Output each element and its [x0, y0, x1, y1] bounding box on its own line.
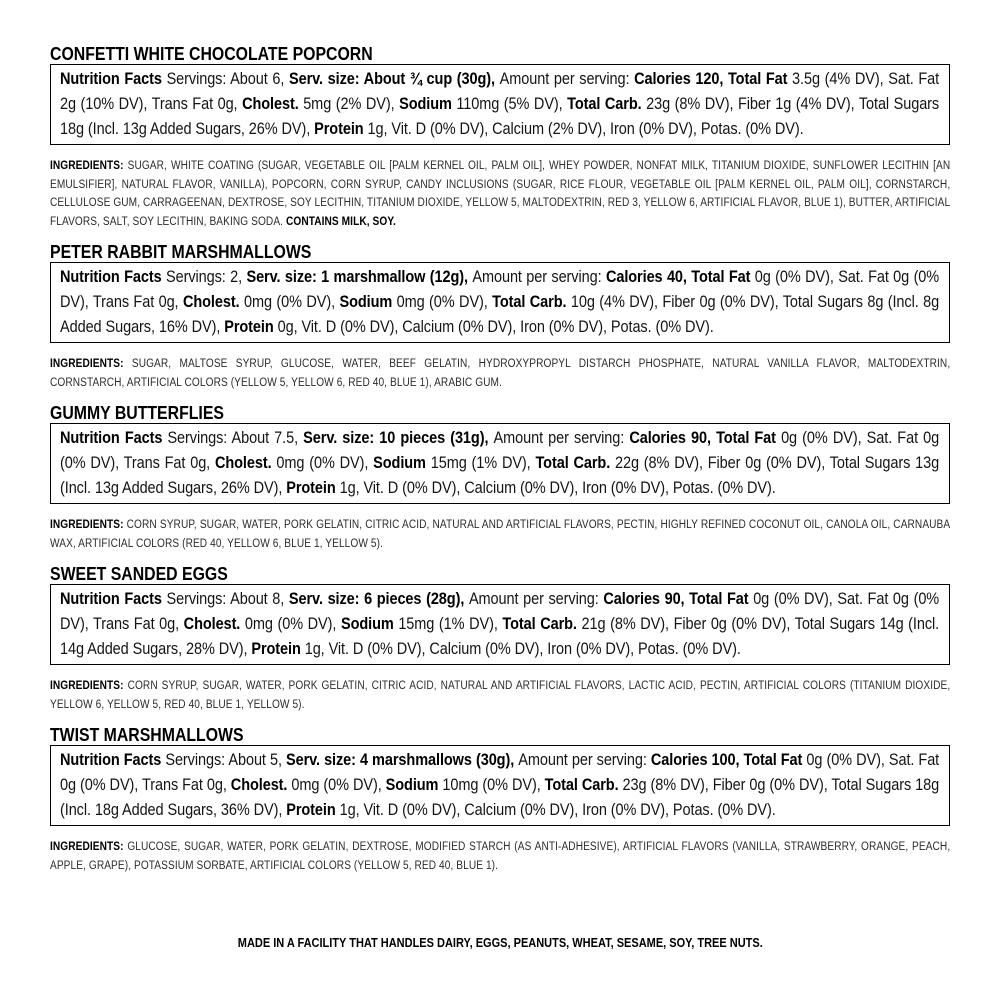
bold-segment: INGREDIENTS: [50, 519, 127, 531]
text-segment: Servings: About 8, [166, 590, 289, 608]
text-segment: 0g (0% DV), Sat. Fat 0g (0% DV), Trans Fat 0g, [60, 429, 940, 472]
product-list [50, 45, 950, 875]
bold-segment: Protein [286, 801, 340, 819]
bold-segment: Nutrition Facts [60, 268, 166, 286]
text-segment: Servings: About 5, [165, 751, 286, 769]
text-segment: 0g (0% DV), Sat. Fat 0g (0% DV), Trans Fat 0g, [60, 751, 940, 794]
text-segment: 10g (4% DV), Fiber 0g (0% DV), Total Sugars 8g (Incl. 8g Added Sugars, 16% DV), [60, 293, 940, 336]
text-segment: 15mg (1% DV), [430, 454, 536, 472]
bold-segment: Cholest. [183, 615, 245, 633]
bold-segment: Cholest. [242, 95, 304, 113]
bold-segment: Protein [286, 479, 340, 497]
product-section [50, 726, 950, 875]
label-sheet [50, 45, 950, 887]
bold-segment: Protein [224, 318, 278, 336]
facility-statement-text: MADE IN A FACILITY THAT HANDLES DAIRY, EGGS, PEANUTS, WHEAT, SESAME, SOY, TREE NUTS. [237, 936, 763, 950]
text-segment: Amount per serving: [499, 70, 635, 88]
nutrition-facts-box [50, 64, 950, 145]
bold-segment: Sodium [373, 454, 431, 472]
text-segment: 0mg (0% DV), [243, 293, 340, 311]
bold-segment: INGREDIENTS: [50, 680, 128, 692]
text-segment: 1g, Vit. D (0% DV), Calcium (0% DV), Iron (0% DV), Potas. (0% DV). [339, 479, 776, 497]
bold-segment: Nutrition Facts [60, 429, 168, 447]
text-segment: CORN SYRUP, SUGAR, WATER, PORK GELATIN, CITRIC ACID, NATURAL AND ARTIFICIAL FLAVORS, LACTIC ACID, PECTIN, ARTIFICIAL COLORS (TITANIUM DIOXIDE, YELLOW 6, YELLOW 5, RED 40, BLUE 1, YELLOW 5). [50, 680, 951, 711]
product-section [50, 45, 950, 231]
text-segment: 23g (8% DV), Fiber 0g (0% DV), Total Sugars 18g (Incl. 18g Added Sugars, 36% DV), [60, 776, 940, 819]
nutrition-facts-text [60, 426, 939, 501]
text-segment: SUGAR, MALTOSE SYRUP, GLUCOSE, WATER, BEEF GELATIN, HYDROXYPROPYL DISTARCH PHOSPHATE, NATURAL VANILLA FLAVOR, MALTODEXTRIN, CORNSTARCH, ARTIFICIAL COLORS (YELLOW 5, YELLOW 6, RED 40, BLUE 1), ARABIC GUM. [50, 358, 951, 389]
text-segment: Amount per serving: [472, 268, 606, 286]
bold-segment: Sodium [385, 776, 443, 794]
text-segment: 0mg (0% DV), [244, 615, 341, 633]
text-segment: 10mg (0% DV), [442, 776, 545, 794]
text-segment: 1g, Vit. D (0% DV), Calcium (0% DV), Iron (0% DV), Potas. (0% DV). [339, 801, 776, 819]
bold-segment: INGREDIENTS: [50, 841, 128, 853]
ingredients-text [50, 355, 950, 392]
text-segment: Servings: About 7.5, [167, 429, 304, 447]
ingredients-text [50, 516, 950, 553]
text-segment: 0g, Vit. D (0% DV), Calcium (0% DV), Iron (0% DV), Potas. (0% DV). [277, 318, 714, 336]
nutrition-facts-box [50, 584, 950, 665]
nutrition-facts-text [60, 587, 939, 662]
bold-segment: Nutrition Facts [60, 70, 167, 88]
text-segment: 1g, Vit. D (0% DV), Calcium (0% DV), Iron (0% DV), Potas. (0% DV). [304, 640, 741, 658]
text-segment: Servings: About 6, [166, 70, 289, 88]
product-title [50, 45, 950, 63]
product-title [50, 726, 950, 744]
nutrition-facts-box [50, 262, 950, 343]
text-segment: CORN SYRUP, SUGAR, WATER, PORK GELATIN, CITRIC ACID, NATURAL AND ARTIFICIAL FLAVORS, PECTIN, HIGHLY REFINED COCONUT OIL, CANOLA OIL, CARNAUBA WAX, ARTIFICIAL COLORS (RED 40, YELLOW 6, BLUE 1, YELLOW 5). [50, 519, 951, 550]
bold-segment: Cholest. [214, 454, 277, 472]
text-segment: 0mg (0% DV), [291, 776, 386, 794]
bold-segment: Serv. size: 4 marshmallows (30g), [285, 751, 519, 769]
nutrition-facts-box [50, 745, 950, 826]
text-segment: 0mg (0% DV), [396, 293, 493, 311]
text-segment: 23g (8% DV), Fiber 1g (4% DV), Total Sugars 18g (Incl. 13g Added Sugars, 26% DV), [60, 95, 940, 138]
text-segment: 21g (8% DV), Fiber 0g (0% DV), Total Sugars 14g (Incl. 14g Added Sugars, 28% DV), [60, 615, 940, 658]
bold-segment: Total Carb. [535, 454, 616, 472]
bold-segment: Serv. size: 1 marshmallow (12g), [246, 268, 473, 286]
product-title-text: TWIST MARSHMALLOWS [50, 725, 244, 745]
bold-segment: Total Carb. [544, 776, 623, 794]
text-segment: Amount per serving: [493, 429, 630, 447]
text-segment: Amount per serving: [468, 590, 604, 608]
bold-segment: Protein [251, 640, 305, 658]
product-title-text: CONFETTI WHITE CHOCOLATE POPCORN [50, 44, 373, 64]
bold-segment: Calories 100, Total Fat [650, 751, 807, 769]
bold-segment: Cholest. [182, 293, 244, 311]
text-segment: 3.5g (4% DV), Sat. Fat 2g (10% DV), Trans Fat 0g, [60, 70, 940, 113]
facility-statement [0, 936, 1000, 950]
text-segment: 110mg (5% DV), [456, 95, 568, 113]
text-segment: 0mg (0% DV), [276, 454, 374, 472]
bold-segment: Sodium [399, 95, 457, 113]
bold-segment: Serv. size: 10 pieces (31g), [303, 429, 494, 447]
product-title [50, 565, 950, 583]
text-segment: SUGAR, WHITE COATING (SUGAR, VEGETABLE OIL [PALM KERNEL OIL, PALM OIL], WHEY POWDER, NONFAT MILK, TITANIUM DIOXIDE, SUNFLOWER LECITHIN [AN EMULSIFIER], NATURAL FLAVOR, VANILLA), POPCORN, CORN SYRUP, CANDY INCLUSIONS (SUGAR, RICE FLOUR, VEGETABLE OIL [PALM KERNEL OIL, PALM OIL], CORNSTARCH, CELLULOSE GUM, CARRAGEENAN, DEXTROSE, SOY LECITHIN, TITANIUM DIOXIDE, YELLOW 5, MALTODEXTRIN, RED 3, YELLOW 6, ARTIFICIAL FLAVOR, BLUE 1), BUTTER, ARTIFICIAL FLAVORS, SALT, SOY LECITHIN, BAKING SODA. [50, 160, 951, 228]
product-title [50, 404, 950, 422]
bold-segment: CONTAINS MILK, SOY. [285, 215, 396, 228]
product-section [50, 404, 950, 553]
ingredients-text [50, 838, 950, 875]
text-segment: 5mg (2% DV), [303, 95, 400, 113]
nutrition-facts-box [50, 423, 950, 504]
ingredients-text [50, 677, 950, 714]
product-section [50, 565, 950, 714]
nutrition-facts-text [60, 748, 939, 823]
bold-segment: Calories 40, Total Fat [605, 268, 755, 286]
nutrition-facts-text [60, 265, 939, 340]
nutrition-facts-text [60, 67, 939, 142]
bold-segment: Nutrition Facts [60, 751, 166, 769]
text-segment: 22g (8% DV), Fiber 0g (0% DV), Total Sugars 13g (Incl. 13g Added Sugars, 26% DV), [60, 454, 940, 497]
text-segment: 0g (0% DV), Sat. Fat 0g (0% DV), Trans Fat 0g, [60, 590, 940, 633]
text-segment: 0g (0% DV), Sat. Fat 0g (0% DV), Trans Fat 0g, [60, 268, 940, 311]
product-title-text: SWEET SANDED EGGS [50, 564, 228, 584]
ingredients-text [50, 157, 950, 231]
product-title-text: PETER RABBIT MARSHMALLOWS [50, 242, 312, 262]
bold-segment: Total Carb. [492, 293, 571, 311]
bold-segment: Serv. size: 6 pieces (28g), [288, 590, 469, 608]
bold-segment: Sodium [339, 293, 397, 311]
bold-segment: Sodium [340, 615, 399, 633]
text-segment: Amount per serving: [518, 751, 651, 769]
bold-segment: Protein [314, 120, 368, 138]
bold-segment: Total Carb. [502, 615, 582, 633]
product-title-text: GUMMY BUTTERFLIES [50, 403, 224, 423]
bold-segment: Nutrition Facts [60, 590, 167, 608]
bold-segment: Calories 90, Total Fat [603, 590, 754, 608]
bold-segment: Cholest. [230, 776, 292, 794]
text-segment: 1g, Vit. D (0% DV), Calcium (2% DV), Iron (0% DV), Potas. (0% DV). [367, 120, 804, 138]
product-section [50, 243, 950, 392]
product-title [50, 243, 950, 261]
text-segment: Servings: 2, [165, 268, 247, 286]
bold-segment: INGREDIENTS: [50, 358, 132, 370]
text-segment: 15mg (1% DV), [398, 615, 503, 633]
bold-segment: Calories 120, Total Fat [634, 70, 793, 88]
bold-segment: Total Carb. [567, 95, 647, 113]
bold-segment: Serv. size: About ¾ cup (30g), [288, 70, 500, 88]
bold-segment: Calories 90, Total Fat [629, 429, 782, 447]
bold-segment: INGREDIENTS: [50, 160, 128, 172]
text-segment: GLUCOSE, SUGAR, WATER, PORK GELATIN, DEXTROSE, MODIFIED STARCH (AS ANTI-ADHESIVE), ARTIFICIAL FLAVORS (VANILLA, STRAWBERRY, ORANGE, PEACH, APPLE, GRAPE), POTASSIUM SORBATE, ARTIFICIAL COLORS (YELLOW 5, RED 40, BLUE 1). [50, 841, 951, 872]
